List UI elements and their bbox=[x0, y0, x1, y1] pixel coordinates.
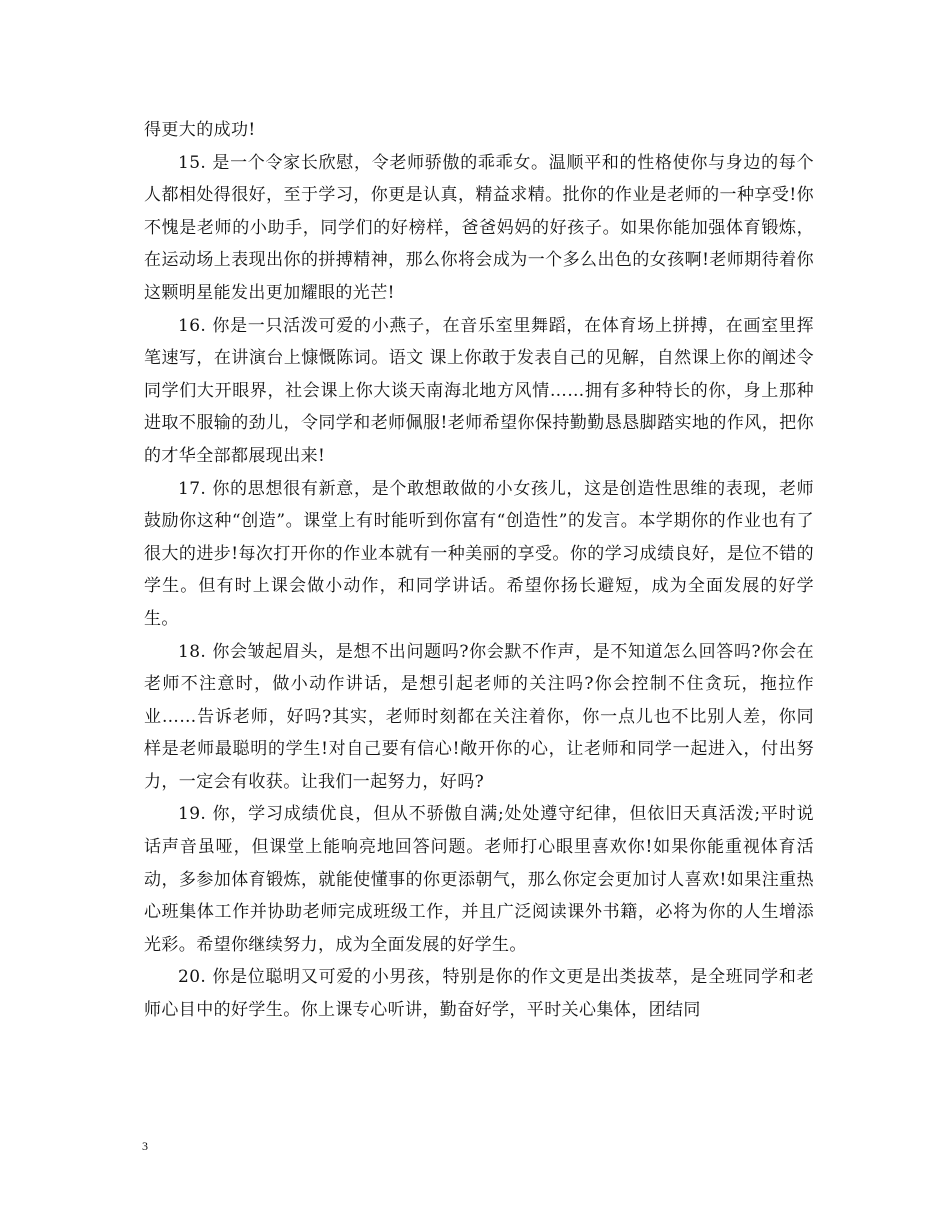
paragraph-text: 是一个令家长欣慰，令老师骄傲的乖乖女。温顺平和的性格使你与身边的每个人都相处得很好，至于学习，你更是认真，精益求精。批你的作业是老师的一种享受!你不愧是老师的小助手，同学们的好榜样，爸爸妈妈的好孩子。如果你能加强体育锻炼，在运动场上表现出你的拼搏精神，那么你将会成为一个多么出色的女孩啊!老师期待着你这颗明星能发出更加耀眼的光芒! bbox=[144, 152, 814, 303]
paragraph-17 bbox=[144, 473, 814, 636]
paragraph-text: 得更大的成功! bbox=[144, 120, 256, 140]
paragraph-18 bbox=[144, 636, 814, 799]
paragraph-number: 15. bbox=[178, 152, 207, 173]
body-text bbox=[144, 114, 814, 1027]
paragraph-text: 你的思想很有新意，是个敢想敢做的小女孩儿，这是创造性思维的表现，老师鼓励你这种“创造”。课堂上有时能听到你富有“创造性”的发言。本学期你的作业也有了很大的进步!每次打开你的作业本就有一种美丽的享受。你的学习成绩良好，是位不错的学生。但有时上课会做小动作，和同学讲话。希望你扬长避短，成为全面发展的好学生。 bbox=[144, 478, 814, 629]
paragraph-text: 你，学习成绩优良，但从不骄傲自满;处处遵守纪律，但依旧天真活泼;平时说话声音虽哑，但课堂上能响亮地回答问题。老师打心眼里喜欢你!如果你能重视体育活动，多参加体育锻炼，就能使懂事的你更添朝气，那么你定会更加讨人喜欢!如果注重热心班集体工作并协助老师完成班级工作，并且广泛阅读课外书籍，必将为你的人生增添光彩。希望你继续努力，成为全面发展的好学生。 bbox=[144, 804, 814, 955]
paragraph-15 bbox=[144, 147, 814, 310]
paragraph-text: 你是一只活泼可爱的小燕子，在音乐室里舞蹈，在体育场上拼搏，在画室里挥笔速写，在讲演台上慷慨陈词。语文 课上你敢于发表自己的见解，自然课上你的阐述令同学们大开眼界，社会课上你大谈天南海北地方风情……拥有多种特长的你，身上那种进取不服输的劲儿，令同学和老师佩服!老师希望你保持勤勤恳恳脚踏实地的作风，把你的才华全部都展现出来! bbox=[144, 315, 814, 466]
paragraph-text: 你是位聪明又可爱的小男孩，特别是你的作文更是出类拔萃，是全班同学和老师心目中的好学生。你上课专心听讲，勤奋好学，平时关心集体，团结同 bbox=[144, 967, 814, 1021]
paragraph-continuation bbox=[144, 114, 814, 147]
paragraph-20 bbox=[144, 961, 814, 1026]
paragraph-16 bbox=[144, 310, 814, 473]
page-number: 3 bbox=[142, 1139, 148, 1153]
paragraph-number: 17. bbox=[178, 478, 207, 499]
paragraph-text: 你会皱起眉头，是想不出问题吗?你会默不作声，是不知道怎么回答吗?你会在老师不注意时，做小动作讲话，是想引起老师的关注吗?你会控制不住贪玩，拖拉作业……告诉老师，好吗?其实，老师时刻都在关注着你，你一点儿也不比别人差，你同样是老师最聪明的学生!对自己要有信心!敞开你的心，让老师和同学一起进入，付出努力，一定会有收获。让我们一起努力，好吗? bbox=[144, 641, 814, 792]
paragraph-number: 16. bbox=[178, 315, 207, 336]
paragraph-number: 20. bbox=[178, 967, 207, 988]
paragraph-number: 18. bbox=[178, 641, 207, 662]
paragraph-19 bbox=[144, 798, 814, 961]
paragraph-number: 19. bbox=[178, 804, 207, 825]
